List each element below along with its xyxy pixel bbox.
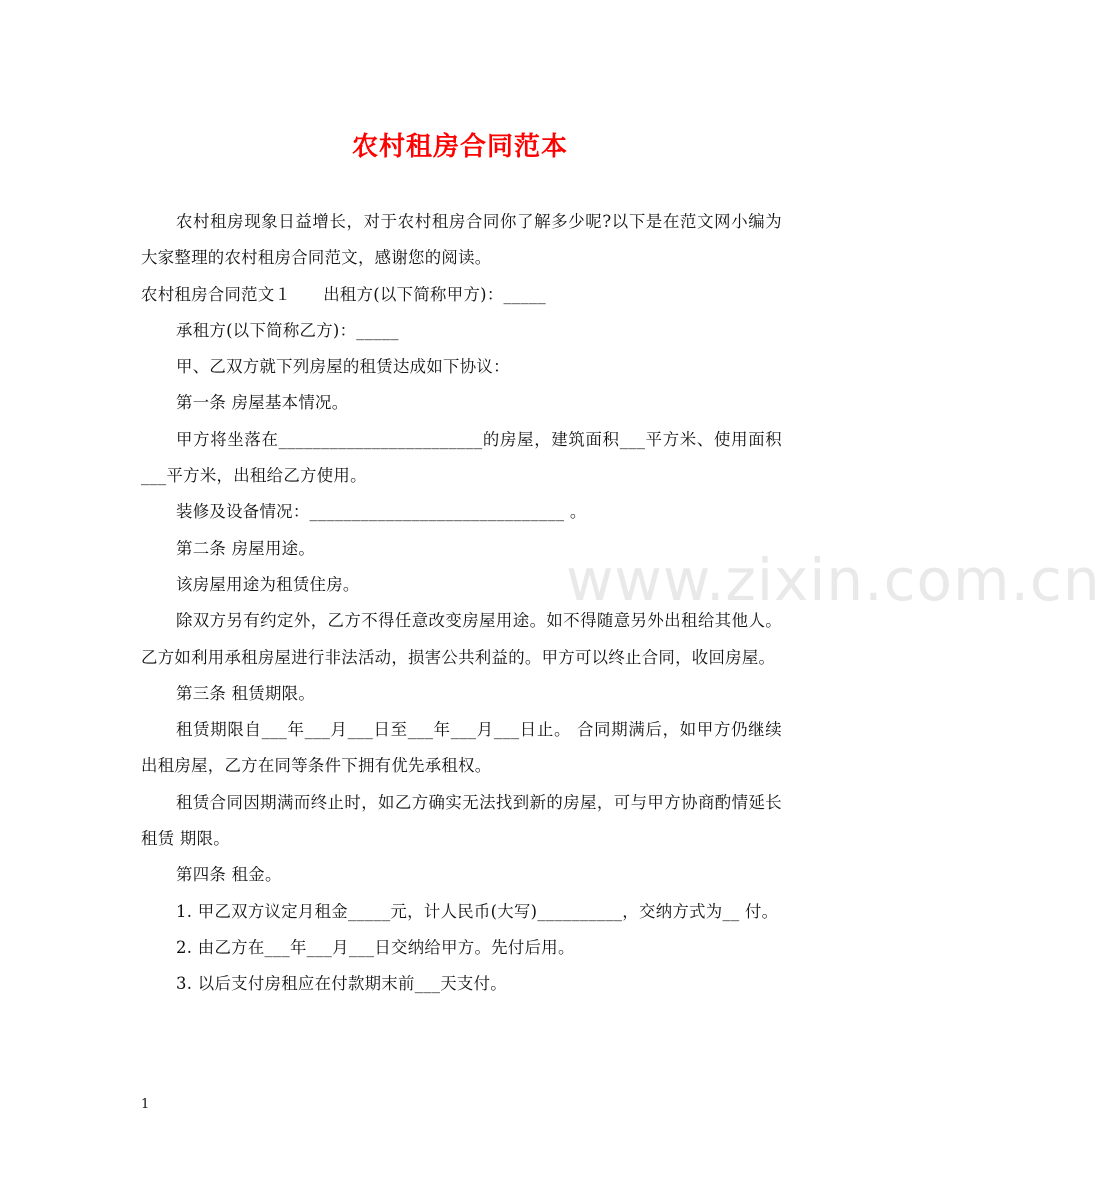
article-3-body-2: 租赁合同因期满而终止时，如乙方确实无法找到新的房屋，可与甲方协商酌情延长租赁 期限。: [141, 792, 782, 849]
page-number: 1: [141, 1097, 150, 1112]
intro-paragraph: 农村租房现象日益增长，对于农村租房合同你了解多少呢?以下是在范文网小编为大家整理的农村租房合同范文，感谢您的阅读。: [141, 212, 782, 268]
article-2-body-1: 该房屋用途为租赁住房。: [176, 574, 360, 594]
lessee-line: 承租方(以下简称乙方)：_____: [176, 320, 399, 340]
agreement-line: 甲、乙双方就下列房屋的租赁达成如下协议：: [176, 357, 510, 377]
article-1-title: 第一条 房屋基本情况。: [176, 393, 349, 413]
article-4-item-1: 1. 甲乙双方议定月租金_____元，计人民币(大写)__________，交纳方式为__ 付。: [176, 901, 779, 921]
article-4-item-2: 2. 由乙方在___年___月___日交纳给甲方。先付后用。: [176, 937, 575, 957]
article-3-body-1: 租赁期限自___年___月___日至___年___月___日止。 合同期满后，如甲方仍继续出租房屋，乙方在同等条件下拥有优先承租权。: [141, 720, 782, 776]
article-1-body: 甲方将坐落在________________________的房屋，建筑面积___平方米、使用面积___平方米，出租给乙方使用。: [141, 429, 782, 486]
section-heading-line: [141, 277, 782, 313]
article-3-title: 第三条 租赁期限。: [176, 683, 316, 703]
article-4-item-3: 3. 以后支付房租应在付款期末前___天支付。: [176, 974, 507, 994]
document-body: [141, 204, 782, 1003]
article-2-title: 第二条 房屋用途。: [176, 538, 316, 558]
lessor-line: 出租方(以下简称甲方)：_____: [323, 284, 546, 304]
section-label: 农村租房合同范文１: [141, 284, 292, 304]
watermark: www.zixin.com.cn: [566, 546, 1101, 614]
article-2-body-2: 除双方另有约定外，乙方不得任意改变房屋用途。如不得随意另外出租给其他人。 乙方如利用承租房屋进行非法活动，损害公共利益的。甲方可以终止合同，收回房屋。: [141, 611, 782, 667]
document-title: 农村租房合同范本: [351, 132, 568, 162]
article-4-title: 第四条 租金。: [176, 865, 282, 885]
article-1-decoration: 装修及设备情况：______________________________ 。: [176, 502, 587, 522]
